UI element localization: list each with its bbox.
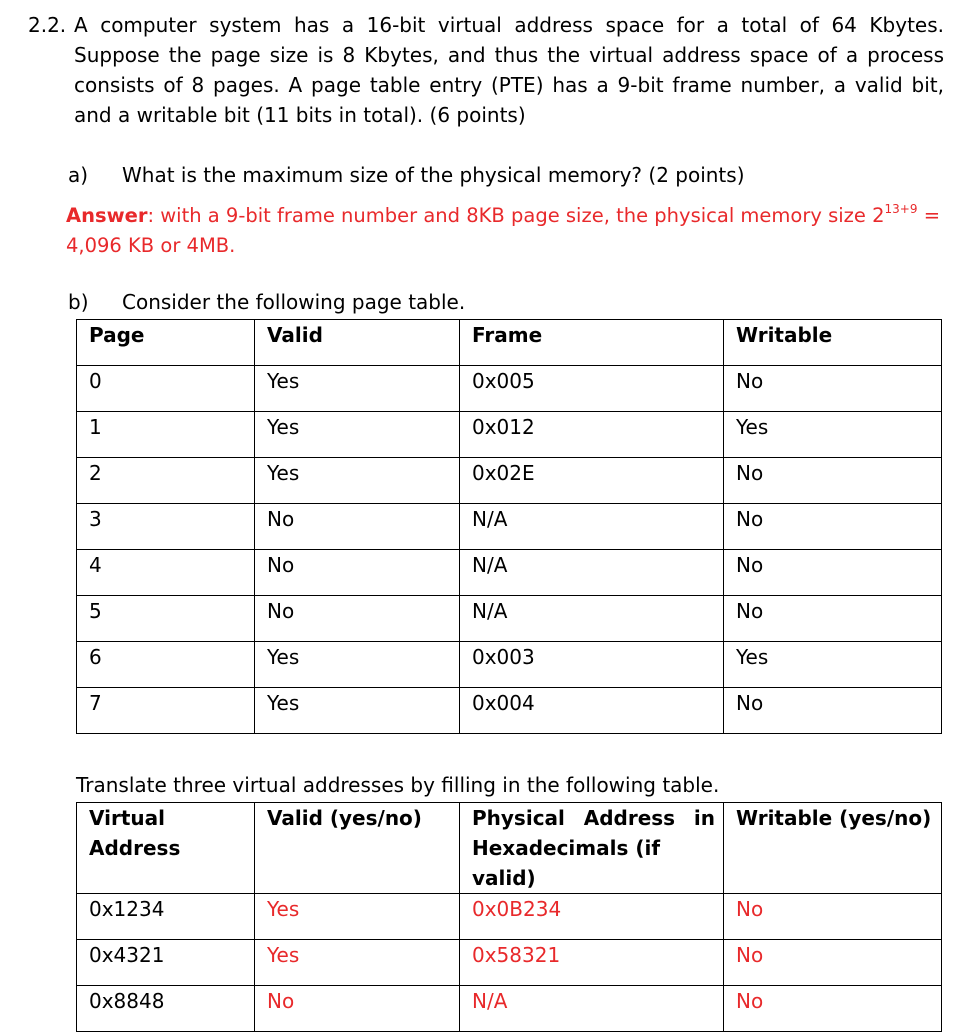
cell-page: 5	[77, 596, 255, 642]
cell-valid: No	[255, 986, 460, 1032]
cell-writable: No	[724, 458, 942, 504]
cell-frame: 0x005	[460, 366, 724, 412]
cell-valid: No	[255, 596, 460, 642]
table-row	[77, 550, 942, 596]
table-row	[77, 986, 942, 1032]
cell-valid: Yes	[255, 642, 460, 688]
cell-page: 6	[77, 642, 255, 688]
table-row	[77, 940, 942, 986]
cell-frame: 0x012	[460, 412, 724, 458]
translation-header-row	[77, 803, 942, 894]
question-number: 2.2.	[28, 13, 67, 37]
header-writable: Writable	[724, 320, 942, 366]
page-table-header-row	[77, 320, 942, 366]
answer-exponent: 13+9	[884, 202, 918, 216]
cell-virtual-address: 0x1234	[77, 894, 255, 940]
cell-page: 4	[77, 550, 255, 596]
cell-valid: Yes	[255, 458, 460, 504]
translate-instruction: Translate three virtual addresses by filling in the following table.	[76, 773, 720, 797]
table-row	[77, 894, 942, 940]
cell-writable: No	[724, 986, 942, 1032]
cell-valid: Yes	[255, 412, 460, 458]
table-row	[77, 688, 942, 734]
cell-writable: No	[724, 550, 942, 596]
cell-frame: N/A	[460, 504, 724, 550]
cell-frame: N/A	[460, 550, 724, 596]
cell-writable: Yes	[724, 642, 942, 688]
cell-writable: No	[724, 940, 942, 986]
cell-page: 7	[77, 688, 255, 734]
part-a-answer	[66, 201, 942, 261]
page-table	[76, 319, 942, 734]
part-a-label: a)	[68, 163, 89, 187]
header-virtual-address: Virtual Address	[77, 803, 255, 894]
header-writable: Writable (yes/no)	[724, 803, 942, 894]
cell-frame: N/A	[460, 596, 724, 642]
answer-tail: = 4,096 KB or 4MB.	[66, 204, 941, 257]
header-valid: Valid	[255, 320, 460, 366]
table-row	[77, 596, 942, 642]
cell-page: 2	[77, 458, 255, 504]
cell-writable: No	[724, 894, 942, 940]
cell-physical-address: 0x0B234	[460, 894, 724, 940]
cell-page: 0	[77, 366, 255, 412]
cell-frame: 0x003	[460, 642, 724, 688]
table-row	[77, 504, 942, 550]
cell-valid: No	[255, 504, 460, 550]
question-text: A computer system has a 16-bit virtual address space for a total of 64 Kbytes. Suppose the page size is 8 Kbytes, and thus the virtual address space of a process consists of 8 pages. A page table entry (PTE) has a 9-bit frame number, a valid bit, and a writable bit (11 bits in total). (6 points)	[74, 13, 944, 127]
table-row	[77, 412, 942, 458]
header-page: Page	[77, 320, 255, 366]
cell-writable: No	[724, 366, 942, 412]
cell-valid: Yes	[255, 940, 460, 986]
cell-writable: No	[724, 596, 942, 642]
cell-frame: 0x004	[460, 688, 724, 734]
cell-frame: 0x02E	[460, 458, 724, 504]
cell-valid: Yes	[255, 894, 460, 940]
cell-virtual-address: 0x4321	[77, 940, 255, 986]
cell-writable: Yes	[724, 412, 942, 458]
cell-physical-address: N/A	[460, 986, 724, 1032]
cell-virtual-address: 0x8848	[77, 986, 255, 1032]
translation-table	[76, 802, 942, 1032]
part-b-question: Consider the following page table.	[122, 290, 466, 314]
cell-valid: Yes	[255, 688, 460, 734]
header-physical-line2: Hexadecimals (if valid)	[472, 836, 661, 890]
cell-page: 1	[77, 412, 255, 458]
answer-text: : with a 9-bit frame number and 8KB page size, the physical memory size 2	[147, 204, 885, 227]
part-a-question: What is the maximum size of the physical memory? (2 points)	[122, 163, 745, 187]
table-row	[77, 642, 942, 688]
header-valid: Valid (yes/no)	[255, 803, 460, 894]
cell-valid: Yes	[255, 366, 460, 412]
header-frame: Frame	[460, 320, 724, 366]
cell-writable: No	[724, 688, 942, 734]
answer-label: Answer	[66, 204, 148, 227]
header-physical-line1: Physical Address in	[472, 806, 715, 830]
part-b-label: b)	[68, 290, 89, 314]
table-row	[77, 366, 942, 412]
header-physical-address	[460, 803, 724, 894]
table-row	[77, 458, 942, 504]
cell-page: 3	[77, 504, 255, 550]
cell-writable: No	[724, 504, 942, 550]
cell-valid: No	[255, 550, 460, 596]
cell-physical-address: 0x58321	[460, 940, 724, 986]
